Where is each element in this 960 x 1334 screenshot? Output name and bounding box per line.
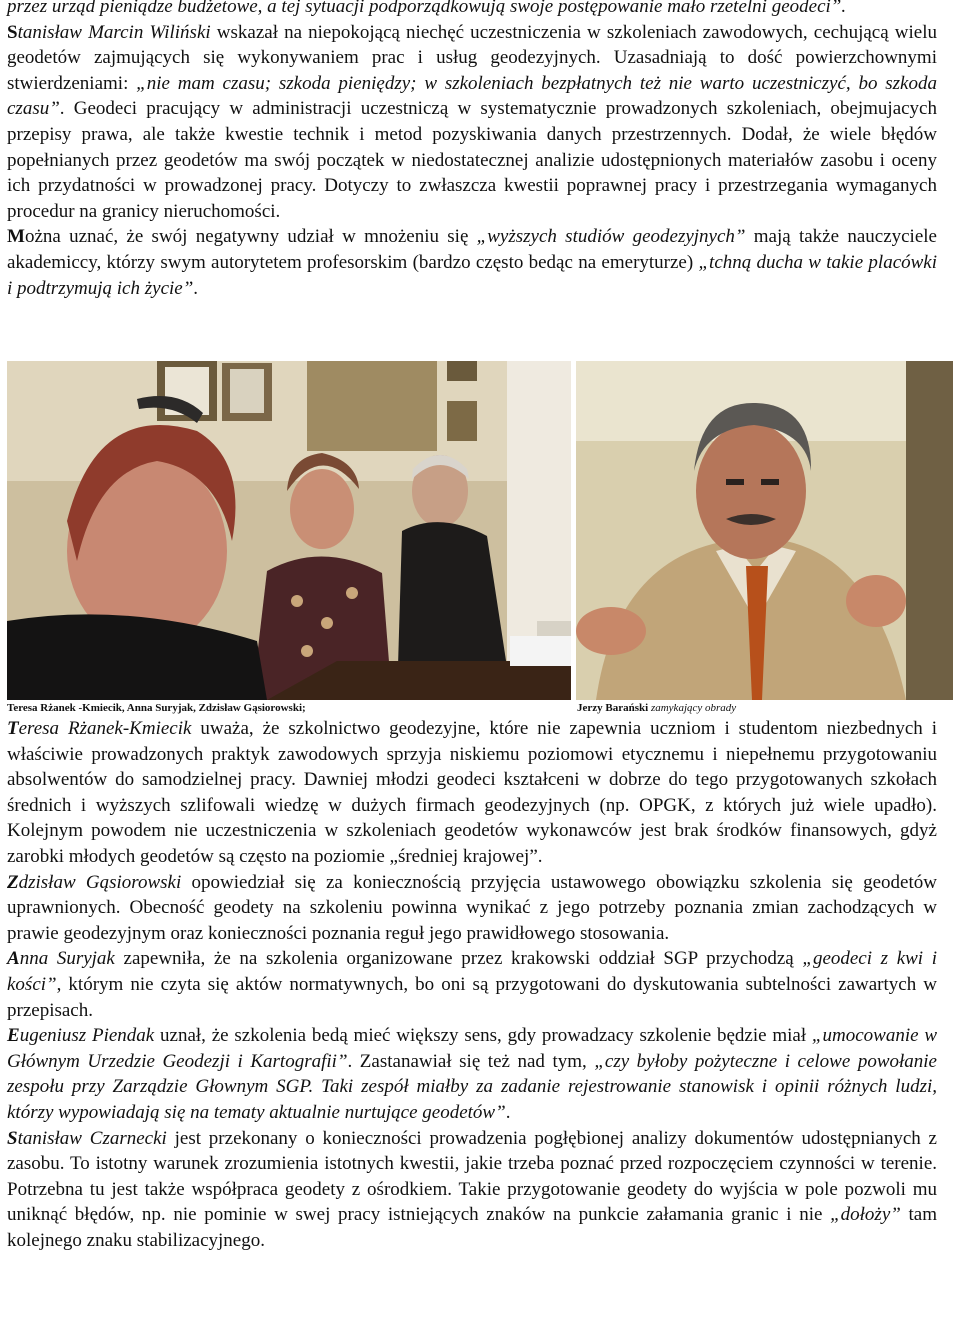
text: tam kolejnego znaku stabilizacyjnego. — [7, 1204, 937, 1251]
photo-image — [7, 361, 571, 700]
text: . Zastanawiał się też nad tym, — [347, 1050, 595, 1072]
text: mają także nauczyciele akademiccy, którzy swym autorytetem profesorskim (bardzo często bedąc na emeryturze) — [7, 226, 937, 273]
initial-letter: S — [7, 21, 18, 43]
text: wskazał na niepokojącą niechęć uczestniczenia w szkoleniach zawodowych, cechującą wielu geodetów zajmujących się wykonywaniem prac i usług geodezyjnych. Uzasadniają to dość powierzchownymi stwierdzeniami: — [7, 21, 937, 94]
initial-letter: A — [7, 948, 20, 970]
speaker-name: dzisław Gąsiorowski — [18, 871, 182, 893]
paragraph-piendak — [7, 1023, 937, 1125]
caption-role: zamykający obrady — [650, 702, 737, 714]
initial-letter: E — [7, 1025, 20, 1047]
text: . — [505, 1101, 511, 1123]
quote: „umocowanie w Głównym Urzedzie Geodezji i Kartografii” — [7, 1025, 937, 1072]
text: . Geodeci pracujący w administracji uczestniczą w systematycznie prowadzonych szkoleniach, obejmujacych przepisy prawa, ale także kwestie technik i metod pozyskiwania danych przestrzennych. Dodał, że wiele błędów popełnianych przez geodetów ma swój początek w niedostatecznej analizie udostępnionych materiałów zasobu i oceny ich przydatności w prowadzonej pracy. Dotyczy to zwłaszcza kwestii poprawnej pracy i przestrzegania wymaganych procedur na granicy nieruchomości. — [7, 98, 937, 222]
paragraph-academics — [7, 224, 937, 301]
speaker-name: ugeniusz Piendak — [19, 1025, 155, 1047]
paragraph-suryjak — [7, 946, 937, 1023]
quote: „wyższych studiów geodezyjnych” — [476, 226, 746, 248]
quote: „dołoży” — [830, 1204, 901, 1226]
photo-jerzy-baranski — [576, 361, 953, 700]
speaker-name: tanisław Czarnecki — [17, 1127, 167, 1149]
text: zapewniła, że na szkolenia organizowane przez krakowski oddział SGP przychodzą — [114, 948, 803, 970]
caption-name: Jerzy Barański — [577, 702, 649, 714]
quote: „geodeci z kwi i kości” — [7, 948, 937, 995]
text: uważa, że szkolnictwo geodezyjne, które nie zapewnia uczniom i studentom niezbednych i właściwie prowadzonych praktyk zawodowych sprzyja niskiemu poziomowi etycznemu i niepełnemu przygotowaniu absolwentów do samodzielnej pracy. Dawniej młodzi geodeci kształceni w dobrze do tego przygotowanych szkołach średnich i wyższych szlifowali wiedzę w dużych firmach geodezyjnych (np. OPGK, z których już wiele upadło). Kolejnym powodem nie uczestniczenia w szkoleniach geodetów wykonawców jest brak środków finansowych, gdyż zarobki młodych geodetów są często na poziomie „średniej krajowej”. — [7, 718, 937, 867]
speaker-name: tanisław Marcin Wiliński — [17, 21, 211, 43]
photo-three-participants — [7, 361, 571, 700]
quote: „tchną ducha w takie placówki i podtrzymują ich życie” — [7, 251, 938, 299]
text: jest przekonany o konieczności prowadzenia pogłębionej analizy dokumentów udostępnianych z zasobu. To istotny warunek zrozumienia istotnych kwestii, jakie trzeba poznać przed rozpoczęciem czynności w terenie. Potrzebna tu jest także współpraca geodety z ośrodkiem. Takie przygotowanie geodety do wyjścia w pole pozwoli mu uniknąć błędów, np. nie pominie w swej pracy istniejących znaków na punkcie załamania granic i nie — [7, 1127, 937, 1226]
text: . — [193, 277, 199, 299]
paragraph-gasiorowski — [7, 870, 937, 947]
paragraph-czarnecki — [7, 1126, 937, 1254]
line: przez urząd pieniądze budżetowe, a tej sytuacji podporządkowują swoje postępowanie mało rzetelni — [7, 0, 767, 17]
photo-caption-left: Teresa Rżanek -Kmiecik, Anna Suryjak, Zdzisław Gąsiorowski; — [7, 702, 306, 714]
initial-letter: M — [7, 226, 25, 248]
text: , którym nie czyta się aktów normatywnych, bo oni są przygotowani do dyskutowania subtelności zawartych w przepisach. — [7, 973, 937, 1021]
initial-letter: Z — [7, 871, 19, 893]
quote: „nie mam czasu; szkoda pieniędzy; w szkoleniach bezpłatnych też nie warto uczestniczyć, bo szkoda czasu” — [7, 72, 937, 120]
paragraph-rzanek-kmiecik — [7, 716, 937, 870]
text: uznał, że szkolenia bedą mieć większy sens, gdy prowadzacy szkolenie będzie miał — [154, 1025, 812, 1047]
line: geodeci”. — [771, 0, 847, 17]
paragraph-continuation — [7, 0, 937, 20]
quote: „czy byłoby pożyteczne i celowe powołanie zespołu przy Zarządzie Głownym SGP. Taki zespół miałby za zadanie rejestrowanie stanowisk i opinii różnych ludzi, którzy wypowiadają się na tematy aktualnie nurtujące geodetów” — [7, 1050, 937, 1123]
text: opowiedział się za koniecznością przyjęcia ustawowego obowiązku szkolenia się geodetów uprawnionych. Obecność geodety na szkoleniu powinna wynikać z jego potrzeby poznania zmian zachodzących w prawie geodezyjnym oraz konieczności poznania reguł jego prawidłowego stosowania. — [7, 871, 937, 944]
article-top-block — [7, 0, 937, 301]
article-bottom-block — [7, 716, 937, 1253]
photo-caption-right — [577, 701, 736, 715]
text: ożna uznać, że swój negatywny udział w mnożeniu się — [24, 226, 477, 248]
initial-letter: S — [7, 1127, 18, 1149]
speaker-name: nna Suryjak — [19, 948, 115, 970]
speaker-name: eresa Rżanek-Kmiecik — [18, 718, 192, 739]
photo-image — [576, 361, 953, 700]
initial-letter: T — [7, 718, 19, 739]
paragraph-wilinski — [7, 20, 937, 225]
